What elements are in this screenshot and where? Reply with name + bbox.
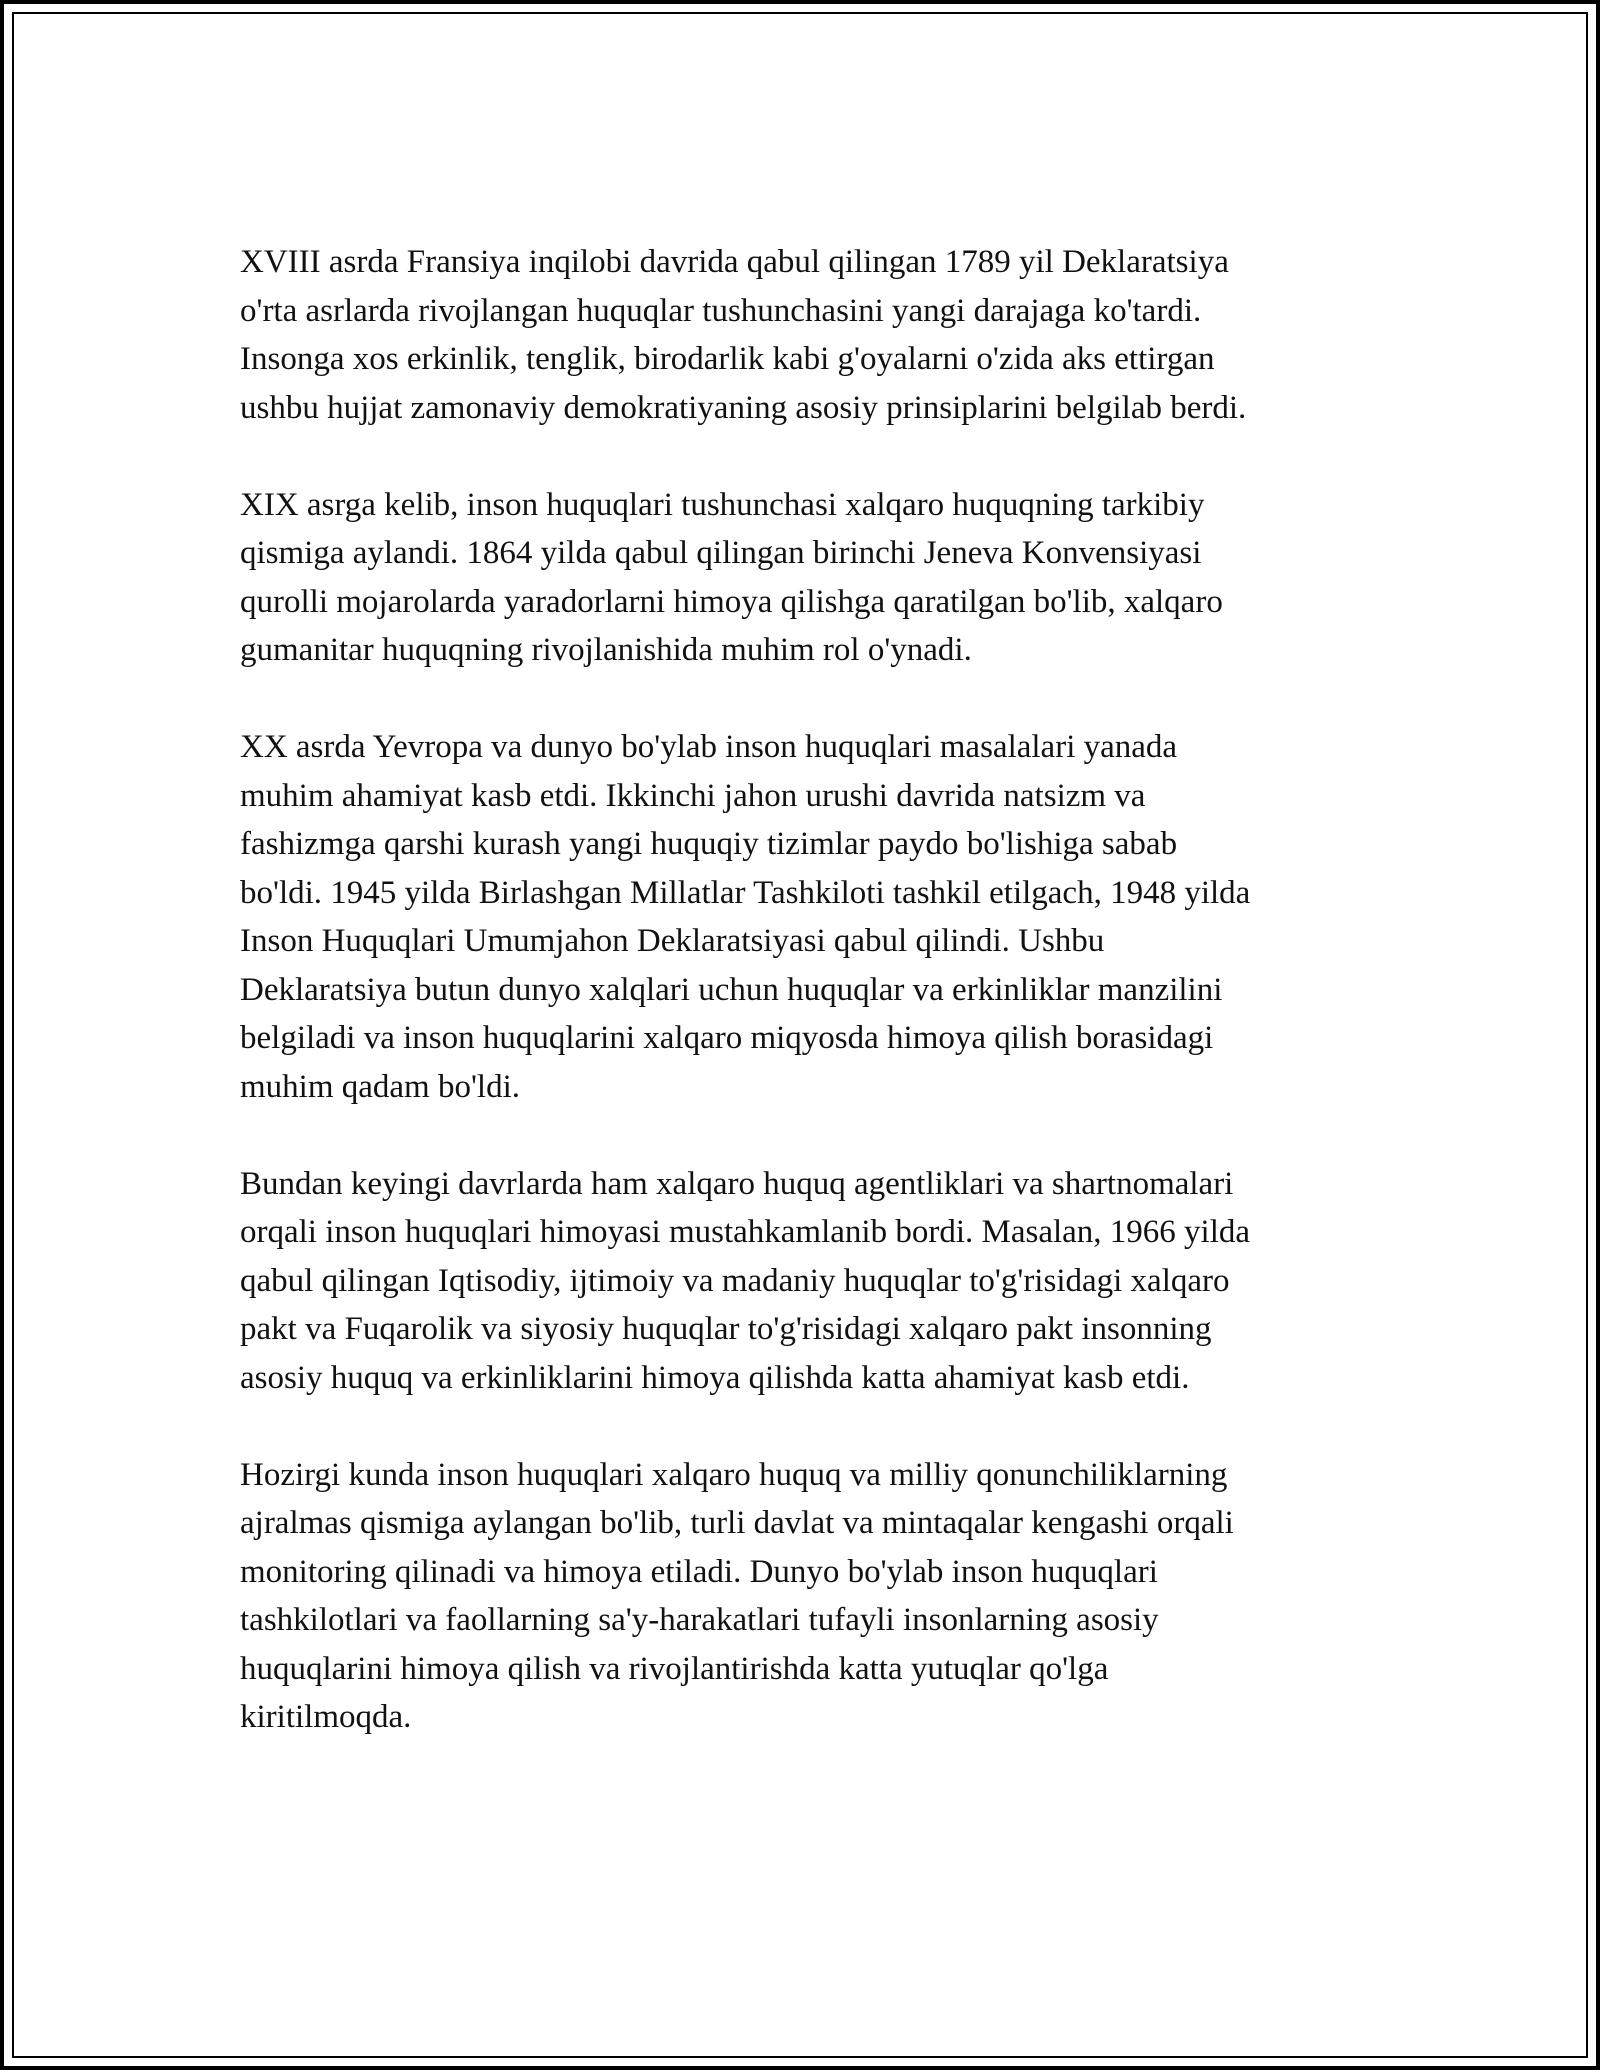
paragraph-1: XVIII asrda Fransiya inqilobi davrida qabul qilingan 1789 yil Deklaratsiya o'rta asrlarda rivojlangan huquqlar tushunchasini yangi darajaga ko'tardi. Insonga xos erkinlik, tenglik, birodarlik kabi g'oyalarni o'zida aks ettirgan ushbu hujjat zamonaviy demokratiyaning asosiy prinsiplarini belgilab berdi.	[240, 244, 1247, 426]
paragraph-2: XIX asrga kelib, inson huquqlari tushunchasi xalqaro huquqning tarkibiy qismiga aylandi. 1864 yilda qabul qilingan birinchi Jeneva Konvensiyasi qurolli mojarolarda yaradorlarni himoya qilishga qaratilgan bo'lib, xalqaro gumanitar huquqning rivojlanishida muhim rol o'ynadi.	[240, 486, 1223, 668]
paragraph-5: Hozirgi kunda inson huquqlari xalqaro huquq va milliy qonunchiliklarning ajralmas qismiga aylangan bo'lib, turli davlat va mintaqalar kengashi orqali monitoring qilinadi va himoya etiladi. Dunyo bo'ylab inson huquqlari tashkilotlari va faollarning sa'y-harakatlari tufayli insonlarning asosiy huquqlarini himoya qilish va rivojlantirishda katta yutuqlar qo'lga kiritilmoqda.	[240, 1456, 1234, 1735]
document-body	[240, 238, 1380, 1790]
paragraph-3: XX asrda Yevropa va dunyo bo'ylab inson huquqlari masalalari yanada muhim ahamiyat kasb etdi. Ikkinchi jahon urushi davrida natsizm va fashizmga qarshi kurash yangi huquqiy tizimlar paydo bo'lishiga sabab bo'ldi. 1945 yilda Birlashgan Millatlar Tashkiloti tashkil etilgach, 1948 yilda Inson Huquqlari Umumjahon Deklaratsiyasi qabul qilindi. Ushbu Deklaratsiya butun dunyo xalqlari uchun huquqlar va erkinliklar manzilini belgiladi va inson huquqlarini xalqaro miqyosda himoya qilish borasidagi muhim qadam bo'ldi.	[240, 729, 1251, 1105]
paragraph-4: Bundan keyingi davrlarda ham xalqaro huquq agentliklari va shartnomalari orqali inson huquqlari himoyasi mustahkamlanib bordi. Masalan, 1966 yilda qabul qilingan Iqtisodiy, ijtimoiy va madaniy huquqlar to'g'risidagi xalqaro pakt va Fuqarolik va siyosiy huquqlar to'g'risidagi xalqaro pakt insonning asosiy huquq va erkinliklarini himoya qilishda katta ahamiyat kasb etdi.	[240, 1165, 1251, 1396]
